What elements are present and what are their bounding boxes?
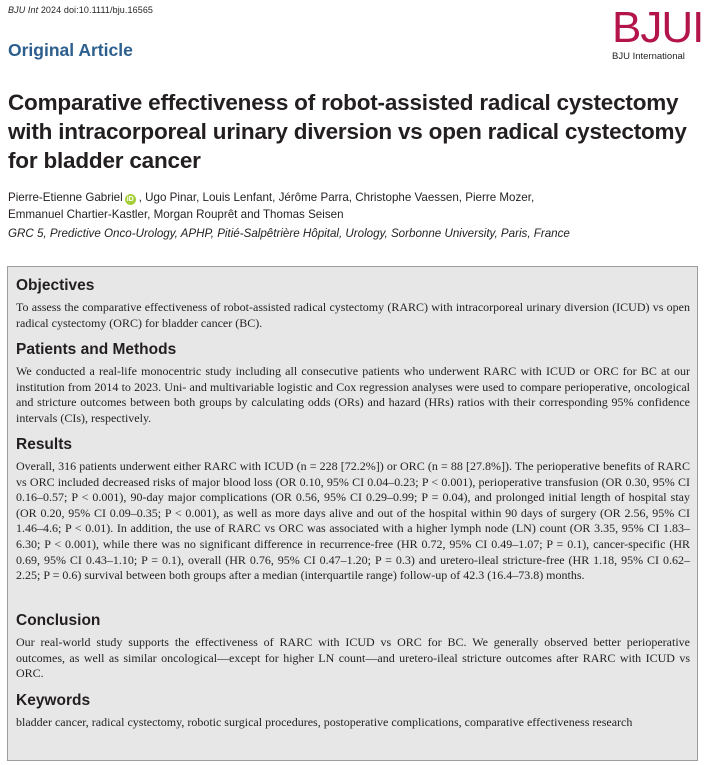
logo-mark: BJUI — [612, 3, 704, 52]
objectives-heading: Objectives — [16, 277, 95, 294]
conclusion-heading: Conclusion — [16, 612, 101, 629]
other-authors-line2: Emmanuel Chartier-Kastler, Morgan Rouprêt and Thomas Seisen — [8, 208, 344, 221]
orcid-icon[interactable]: iD — [126, 196, 134, 203]
author-list — [8, 189, 698, 223]
keywords-heading: Keywords — [16, 692, 91, 709]
conclusion-text: Our real-world study supports the effectiveness of RARC with ICUD vs ORC for BC. We generally observed better perioperative outcomes, as well as similar oncological—except for higher LN count—and uretero-ileal stricture outcomes after RARC with ICUD vs ORC. — [16, 635, 690, 681]
journal-logo[interactable] — [612, 3, 704, 62]
article-title: Comparative effectiveness of robot-assisted radical cystectomy with intracorporeal urinary diversion vs open radical cystectomy for bladder cancer — [8, 90, 687, 173]
methods-text: We conducted a real-life monocentric study including all consecutive patients who underwent RARC with ICUD or ORC for BC at our institution from 2014 to 2023. Uni- and multivariable logistic and Cox regression analyses were used to compare perioperative, oncological and stricture outcomes between both groups by calculating odds (ORs) and hazard (HRs) ratios with their corresponding 95% confidence intervals (CIs), respectively. — [16, 364, 690, 425]
article-type: Original Article — [8, 40, 133, 60]
results-heading: Results — [16, 436, 72, 453]
doi-text: 2024 doi:10.1111/bju.16565 — [40, 5, 154, 15]
abstract-box — [7, 266, 698, 761]
citation-header — [8, 5, 153, 15]
affiliation: GRC 5, Predictive Onco-Urology, APHP, Pitié-Salpêtrière Hôpital, Urology, Sorbonne University, Paris, France — [8, 227, 570, 240]
keywords-text: bladder cancer, radical cystectomy, robotic surgical procedures, postoperative complications, comparative effectiveness research — [16, 715, 633, 729]
logo-subtitle: BJU International — [612, 51, 685, 62]
first-author[interactable]: Pierre-Etienne Gabriel — [8, 191, 123, 204]
results-text: Overall, 316 patients underwent either RARC with ICUD (n = 228 [72.2%]) or ORC (n = 88 [27.8%]). The perioperative benefits of RARC vs ORC included decreased risks of major blood loss (OR 0.10, 95% CI 0.04–0.23; P < 0.001), perioperative transfusion (OR 0.30, 95% CI 0.16–0.57; P < 0.001), 90-day major complications (OR 0.56, 95% CI 0.29–0.99; P = 0.04), and prolonged initial length of hospital stay (OR 0.20, 95% CI 0.09–0.35; P < 0.001), as well as more days alive and out of the hospital within 90 days of surgery (OR 2.56, 95% CI 1.46–4.6; P < 0.01). In addition, the use of RARC vs ORC was associated with a higher lymph node (LN) count (OR 3.35, 95% CI 1.83–6.30; P < 0.001), while there was no significant difference in recurrence-free (HR 0.72, 95% CI 0.49–1.07; P = 0.1), cancer-specific (HR 0.69, 95% CI 0.43–1.10; P = 0.1), overall (HR 0.76, 95% CI 0.47–1.20; P = 0.3) and uretero-ileal stricture-free (HR 1.18, 95% CI 0.62–2.25; P = 0.6) survival between both groups after a median (interquartile range) follow-up of 42.3 (16.4–73.8) months. — [16, 459, 690, 583]
methods-heading: Patients and Methods — [16, 341, 177, 358]
journal-name: BJU Int — [8, 5, 39, 15]
objectives-text: To assess the comparative effectiveness of robot-assisted radical cystectomy (RARC) with intracorporeal urinary diversion (ICUD) vs open radical cystectomy (ORC) for bladder cancer (BC). — [16, 300, 690, 330]
other-authors-line1: , Ugo Pinar, Louis Lenfant, Jérôme Parra, Christophe Vaessen, Pierre Mozer, — [138, 191, 535, 204]
